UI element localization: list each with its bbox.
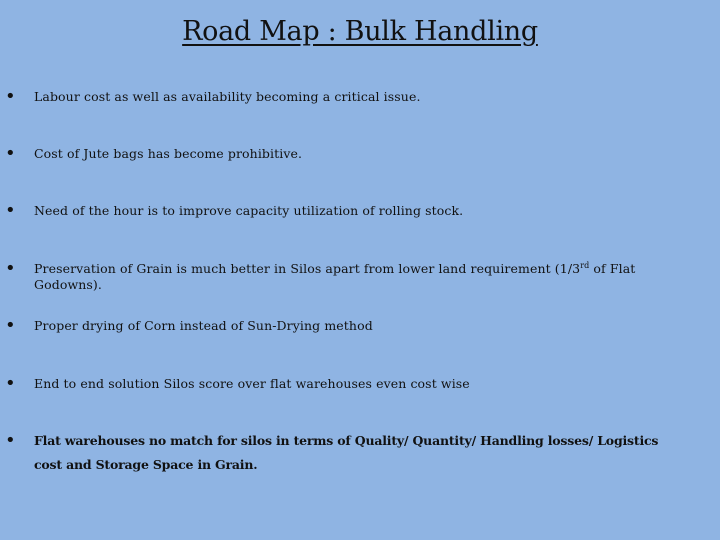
bullet-dot-icon: •: [5, 430, 16, 451]
bullet-text: Flat warehouses no match for silos in terms of Quality/ Quantity/ Handling losses/ Logistics cost and Storage Space in Grain.: [34, 433, 659, 472]
bullet-dot-icon: •: [5, 373, 16, 394]
slide-title: Road Map : Bulk Handling: [182, 16, 538, 47]
bullet-text-after: of Flat Godowns).: [34, 261, 636, 292]
bullet-dot-icon: •: [5, 258, 16, 279]
bullet-text-before: Preservation of Grain is much better in Silos apart from lower land requirement (1/3: [34, 261, 581, 276]
bullet-dot-icon: •: [5, 200, 16, 221]
bullet-superscript: rd: [580, 260, 590, 270]
bullet-dot-icon: •: [5, 143, 16, 164]
bullet-text: Proper drying of Corn instead of Sun-Drying method: [34, 318, 373, 333]
bullet-text: Labour cost as well as availability becoming a critical issue.: [34, 89, 421, 104]
bullet-text: End to end solution Silos score over flat warehouses even cost wise: [34, 376, 470, 391]
bullet-dot-icon: •: [5, 86, 16, 107]
bullet-text: Cost of Jute bags has become prohibitive.: [34, 146, 303, 161]
bullet-dot-icon: •: [5, 315, 16, 336]
bullet-text: Need of the hour is to improve capacity utilization of rolling stock.: [34, 203, 464, 218]
bullet-text: [34, 261, 674, 293]
